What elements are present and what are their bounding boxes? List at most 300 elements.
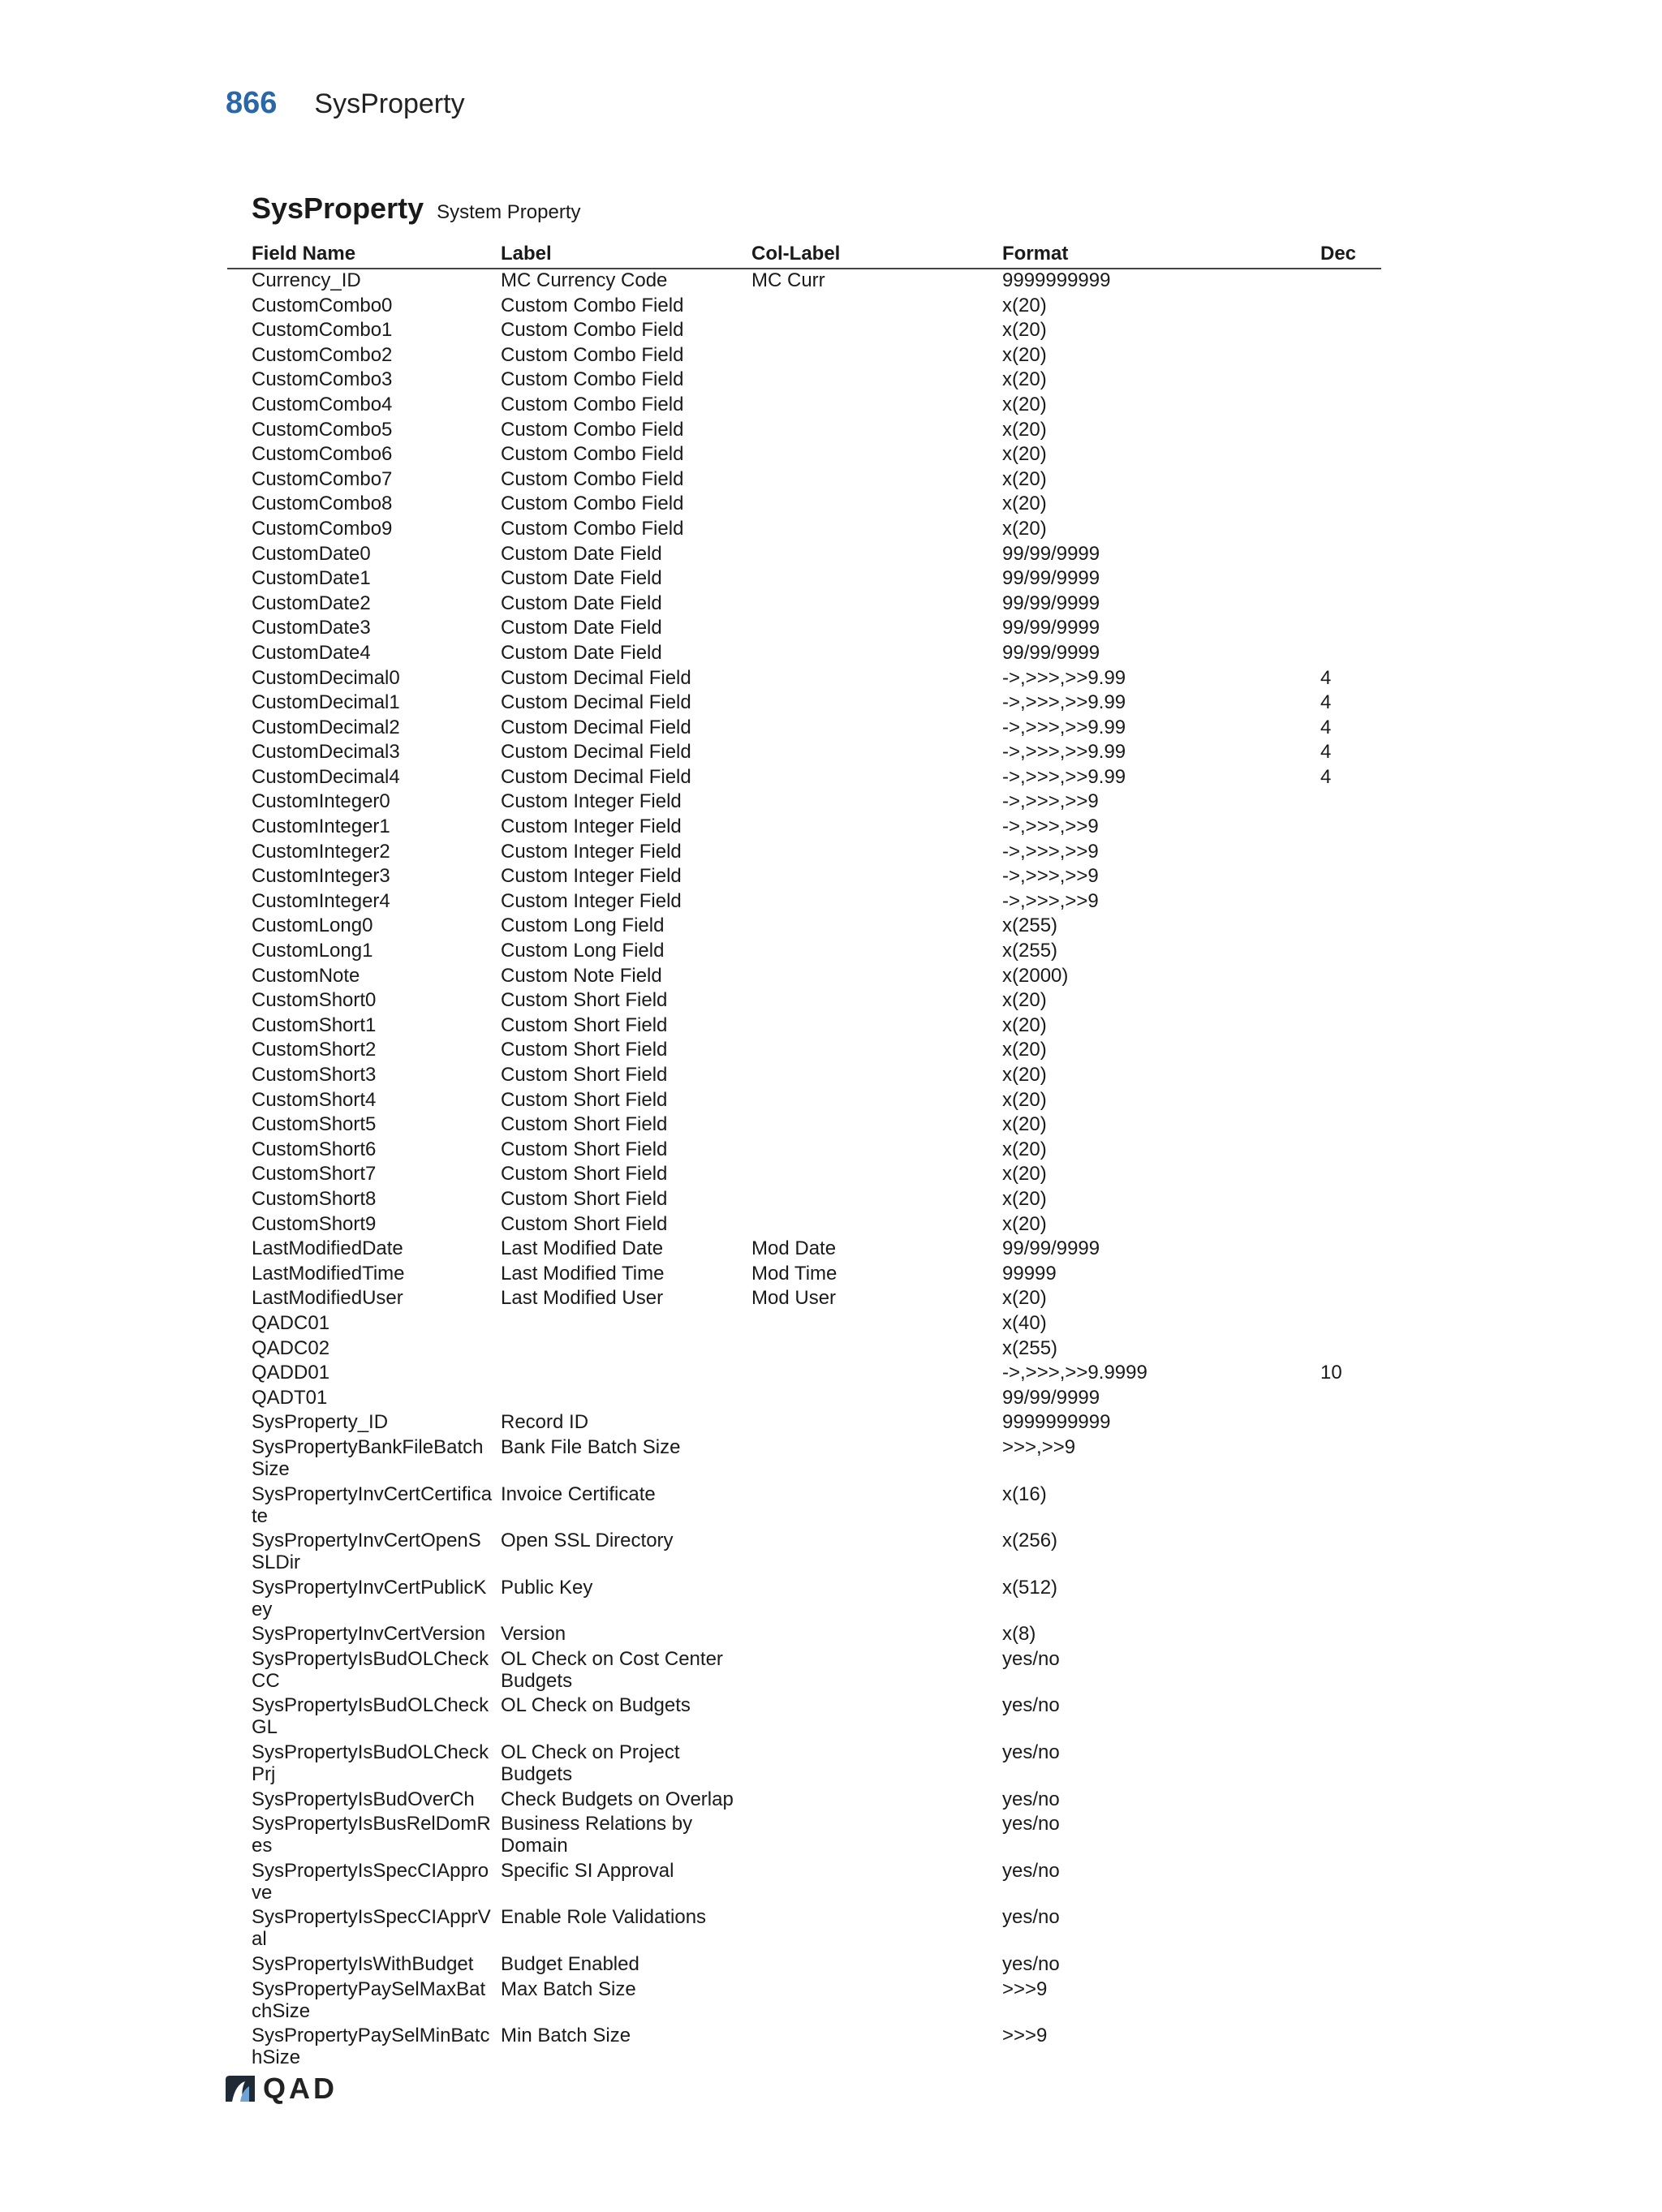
format-cell: 99999 [1002,1262,1057,1285]
field-name-cell: CustomShort4 [252,1088,377,1111]
format-cell: x(20) [1002,517,1047,540]
table-row [227,592,1381,618]
format-cell: x(20) [1002,319,1047,342]
field-name-cell: CustomCombo3 [252,368,393,391]
label-cell: Custom Long Field [501,940,665,962]
table-row [227,717,1381,742]
label-cell: OL Check on Budgets [501,1694,691,1717]
dec-cell [1313,1788,1381,1814]
dec-cell [1313,443,1381,468]
label-cell: Invoice Certificate [501,1483,656,1505]
column-header-label: Label [493,241,744,269]
label-cell: Custom Combo Field [501,368,684,391]
table-row [227,741,1381,766]
table-row [227,518,1381,543]
label-cell: Custom Short Field [501,1163,668,1186]
col-label-cell [744,2025,995,2072]
col-label-cell [744,717,995,742]
col-label-cell [744,940,995,965]
format-cell: x(20) [1002,1138,1047,1160]
dec-cell [1313,269,1381,295]
format-cell: ->,>>>,>>9 [1002,865,1099,888]
label-cell: Custom Date Field [501,592,662,614]
dec-cell [1313,1813,1381,1860]
table-row [227,1813,1381,1860]
col-label-cell [744,1411,995,1436]
dec-cell [1313,940,1381,965]
format-cell: yes/no [1002,1788,1060,1810]
table-body [227,269,1381,2072]
label-cell: Custom Decimal Field [501,716,691,738]
table-row [227,1064,1381,1089]
table-row [227,1312,1381,1337]
table-row [227,1014,1381,1039]
col-label-cell [744,989,995,1014]
field-name-cell: CustomCombo1 [252,319,393,342]
label-cell: Custom Integer Field [501,840,682,863]
dec-cell [1313,2025,1381,2072]
col-label-cell [744,1138,995,1164]
dec-cell [1313,368,1381,394]
dec-cell [1313,1436,1381,1483]
field-name-cell: CustomCombo7 [252,467,393,490]
format-cell: x(20) [1002,343,1047,366]
label-cell: Last Modified Time [501,1262,665,1285]
format-cell: ->,>>>,>>9.9999 [1002,1362,1147,1384]
table-row [227,642,1381,667]
dec-cell [1313,295,1381,320]
field-name-cell: SysPropertyInvCertVersion [252,1623,486,1646]
label-cell: Custom Short Field [501,1187,668,1210]
field-name-cell: CustomCombo8 [252,493,393,515]
label-cell: Custom Long Field [501,914,665,937]
dec-cell: 4 [1320,765,1332,788]
field-name-cell: QADC01 [252,1311,330,1334]
field-name-cell: CustomCombo5 [252,418,393,441]
dec-cell [1313,1113,1381,1138]
dec-cell [1313,1089,1381,1114]
format-cell: 99/99/9999 [1002,641,1100,664]
field-name-cell: SysPropertyInvCertOpenSSLDir [252,1530,481,1574]
field-name-cell: SysPropertyIsBudOLCheckPrj [252,1741,489,1786]
field-name-cell: CustomInteger3 [252,865,390,888]
format-cell: yes/no [1002,1647,1060,1670]
format-cell: x(20) [1002,1113,1047,1136]
field-name-cell: SysPropertyIsBudOLCheckGL [252,1694,489,1739]
label-cell: Custom Decimal Field [501,765,691,788]
table-row [227,989,1381,1014]
label-cell: Business Relations by Domain [501,1813,693,1857]
format-cell: ->,>>>,>>9 [1002,816,1099,838]
format-cell: x(20) [1002,443,1047,466]
col-label-cell [744,1813,995,1860]
format-cell: x(20) [1002,1088,1047,1111]
col-label-cell [744,667,995,692]
dec-cell [1313,1694,1381,1741]
field-name-cell: CustomNote [252,964,360,987]
dec-cell: 4 [1320,716,1332,738]
table-row [227,1138,1381,1164]
format-cell: ->,>>>,>>9 [1002,889,1099,912]
col-label-cell [744,1014,995,1039]
col-label-cell [744,1741,995,1788]
label-cell: Custom Integer Field [501,816,682,838]
table-row [227,1978,1381,2025]
table-row [227,940,1381,965]
field-name-cell: CustomDecimal0 [252,666,400,689]
field-name-cell: CustomDate4 [252,641,371,664]
format-cell: x(20) [1002,418,1047,441]
field-name-cell: LastModifiedTime [252,1262,405,1285]
table-row [227,1906,1381,1953]
table-row [227,1387,1381,1412]
table-row [227,1530,1381,1577]
field-name-cell: SysPropertyPaySelMaxBatchSize [252,1977,486,2022]
table-row [227,543,1381,568]
dec-cell [1313,989,1381,1014]
dec-cell [1313,1213,1381,1238]
col-label-cell [744,741,995,766]
dec-cell [1313,1387,1381,1412]
table-row [227,914,1381,940]
field-name-cell: CustomInteger0 [252,790,390,813]
format-cell: 99/99/9999 [1002,1386,1100,1409]
dec-cell [1313,1953,1381,1978]
dec-cell [1313,1623,1381,1648]
label-cell: Bank File Batch Size [501,1435,681,1458]
col-label-cell [744,419,995,444]
col-label-cell [744,1213,995,1238]
table-row [227,841,1381,866]
table-row [227,1860,1381,1907]
col-label-cell [744,1978,995,2025]
col-label-cell: MC Curr [751,269,825,291]
table-description: System Property [437,201,581,223]
table-row [227,1213,1381,1238]
field-name-cell: QADC02 [252,1336,330,1359]
table-row [227,1577,1381,1624]
col-label-cell [744,1530,995,1577]
label-cell: Custom Date Field [501,617,662,639]
label-cell [493,1312,744,1337]
col-label-cell: Mod Time [751,1262,837,1285]
field-name-cell: CustomShort3 [252,1064,377,1086]
col-label-cell [744,1860,995,1907]
format-cell: >>>9 [1002,2025,1048,2047]
field-name-cell: QADT01 [252,1386,328,1409]
field-name-cell: CustomDate1 [252,567,371,590]
dec-cell [1313,841,1381,866]
col-label-cell [744,1113,995,1138]
table-row [227,567,1381,592]
dec-cell [1313,790,1381,816]
dec-cell [1313,1978,1381,2025]
dec-cell: 4 [1320,666,1332,689]
format-cell: x(20) [1002,1212,1047,1235]
table-row [227,1163,1381,1188]
field-table [227,241,1381,2072]
field-name-cell: SysPropertyIsSpecCIApprVal [252,1906,491,1951]
field-name-cell: CustomDecimal1 [252,691,400,714]
field-name-cell: CustomShort6 [252,1138,377,1160]
dec-cell [1313,1648,1381,1695]
label-cell: Open SSL Directory [501,1530,674,1552]
dec-cell [1313,642,1381,667]
label-cell: Custom Combo Field [501,319,684,342]
label-cell: Custom Short Field [501,1212,668,1235]
table-row [227,890,1381,915]
field-name-cell: CustomInteger2 [252,840,390,863]
label-cell: Custom Decimal Field [501,691,691,714]
label-cell: Custom Combo Field [501,343,684,366]
label-cell: Check Budgets on Overlap [501,1788,734,1810]
field-name-cell: CustomCombo4 [252,393,393,415]
field-name-cell: Currency_ID [252,269,361,291]
field-name-cell: CustomShort8 [252,1187,377,1210]
field-name-cell: CustomShort1 [252,1013,377,1036]
format-cell: x(20) [1002,1287,1047,1310]
col-label-cell [744,493,995,518]
label-cell: Max Batch Size [501,1977,636,2000]
field-name-cell: CustomCombo2 [252,343,393,366]
col-label-cell [744,617,995,642]
label-cell: Enable Role Validations [501,1906,707,1929]
dec-cell [1313,1014,1381,1039]
field-name-cell: CustomInteger4 [252,889,390,912]
col-label-cell [744,1312,995,1337]
col-label-cell [744,592,995,618]
col-label-cell [744,319,995,344]
dec-cell [1313,816,1381,841]
format-cell: 99/99/9999 [1002,542,1100,565]
label-cell: Custom Short Field [501,989,668,1012]
label-cell: Custom Short Field [501,1138,668,1160]
format-cell: ->,>>>,>>9.99 [1002,691,1126,714]
format-cell: yes/no [1002,1813,1060,1835]
field-name-cell: SysProperty_ID [252,1411,389,1434]
label-cell: Custom Integer Field [501,889,682,912]
field-name-cell: CustomLong0 [252,914,373,937]
table-row [227,667,1381,692]
field-name-cell: LastModifiedDate [252,1237,403,1260]
format-cell: x(16) [1002,1483,1047,1505]
field-name-cell: CustomDate3 [252,617,371,639]
field-name-cell: CustomShort2 [252,1039,377,1061]
col-label-cell [744,443,995,468]
dec-cell [1313,1312,1381,1337]
col-label-cell [744,344,995,369]
dec-cell [1313,1337,1381,1362]
table-row [227,965,1381,990]
dec-cell [1313,865,1381,890]
qad-logo-icon [224,2075,256,2102]
table-row [227,1623,1381,1648]
dec-cell [1313,1287,1381,1312]
col-label-cell [744,1188,995,1213]
label-cell: Last Modified User [501,1287,664,1310]
table-row [227,1953,1381,1978]
dec-cell [1313,592,1381,618]
table-row [227,1788,1381,1814]
label-cell: Custom Integer Field [501,865,682,888]
table-row [227,816,1381,841]
table-row [227,1694,1381,1741]
col-label-cell [744,1694,995,1741]
col-label-cell [744,543,995,568]
dec-cell: 4 [1320,741,1332,764]
format-cell: x(20) [1002,393,1047,415]
format-cell: x(40) [1002,1311,1047,1334]
label-cell: Custom Combo Field [501,517,684,540]
table-row [227,344,1381,369]
dec-cell [1313,965,1381,990]
table-row [227,1113,1381,1138]
format-cell: x(8) [1002,1623,1036,1646]
col-label-cell [744,295,995,320]
field-name-cell: CustomDate2 [252,592,371,614]
dec-cell [1313,1483,1381,1530]
table-row [227,790,1381,816]
col-label-cell [744,1387,995,1412]
format-cell: x(2000) [1002,964,1069,987]
dec-cell: 10 [1320,1362,1342,1384]
col-label-cell [744,1039,995,1064]
format-cell: >>>,>>9 [1002,1435,1076,1458]
dec-cell [1313,1411,1381,1436]
table-row [227,1436,1381,1483]
table-row [227,1741,1381,1788]
table-row [227,1287,1381,1312]
table-row [227,2025,1381,2072]
label-cell: Version [501,1623,566,1646]
field-name-cell: CustomInteger1 [252,816,390,838]
dec-cell [1313,890,1381,915]
field-name-cell: SysPropertyPaySelMinBatchSize [252,2025,490,2069]
field-name-cell: CustomCombo9 [252,517,393,540]
column-header-format: Format [995,241,1313,269]
format-cell: x(20) [1002,493,1047,515]
col-label-cell [744,1362,995,1387]
field-name-cell: SysPropertyIsBudOverCh [252,1788,475,1810]
dec-cell [1313,1237,1381,1263]
label-cell: Min Batch Size [501,2025,631,2047]
format-cell: >>>9 [1002,1977,1048,2000]
qad-logo [224,2072,338,2106]
table-row [227,1483,1381,1530]
table-row [227,419,1381,444]
page-header [226,86,465,121]
format-cell: x(255) [1002,940,1058,962]
col-label-cell [744,1163,995,1188]
col-label-cell [744,642,995,667]
col-label-cell [744,965,995,990]
col-label-cell [744,1577,995,1624]
label-cell: MC Currency Code [501,269,668,291]
format-cell: x(20) [1002,1039,1047,1061]
table-row [227,1039,1381,1064]
field-name-cell: SysPropertyInvCertCertificate [252,1483,493,1527]
format-cell: ->,>>>,>>9 [1002,790,1099,813]
table-row [227,295,1381,320]
label-cell: Custom Short Field [501,1088,668,1111]
field-name-cell: SysPropertyIsBusRelDomRes [252,1813,491,1857]
table-row [227,865,1381,890]
col-label-cell [744,841,995,866]
col-label-cell [744,1337,995,1362]
label-cell: Custom Combo Field [501,393,684,415]
col-label-cell [744,1906,995,1953]
table-row [227,1362,1381,1387]
column-header-col-label: Col-Label [744,241,995,269]
table-row [227,269,1381,295]
label-cell: Custom Note Field [501,964,662,987]
table-row [227,443,1381,468]
dec-cell [1313,914,1381,940]
col-label-cell [744,1089,995,1114]
col-label-cell [744,1953,995,1978]
dec-cell [1313,1188,1381,1213]
format-cell: ->,>>>,>>9.99 [1002,666,1126,689]
table-row [227,617,1381,642]
format-cell: 99/99/9999 [1002,617,1100,639]
format-cell: yes/no [1002,1694,1060,1717]
col-label-cell [744,816,995,841]
table-row [227,1188,1381,1213]
dec-cell [1313,567,1381,592]
field-name-cell: LastModifiedUser [252,1287,403,1310]
format-cell: 99/99/9999 [1002,567,1100,590]
format-cell: ->,>>>,>>9 [1002,840,1099,863]
field-name-cell: CustomShort0 [252,989,377,1012]
label-cell [493,1337,744,1362]
label-cell: Public Key [501,1576,593,1599]
field-name-cell: SysPropertyIsBudOLCheckCC [252,1647,489,1692]
col-label-cell [744,567,995,592]
label-cell: Custom Combo Field [501,467,684,490]
label-cell: Custom Short Field [501,1064,668,1086]
format-cell: 99/99/9999 [1002,592,1100,614]
col-label-cell [744,890,995,915]
dec-cell [1313,1741,1381,1788]
col-label-cell [744,1648,995,1695]
field-name-cell: CustomShort9 [252,1212,377,1235]
page-number: 866 [226,86,278,120]
col-label-cell [744,394,995,419]
label-cell: Custom Combo Field [501,294,684,316]
format-cell: x(255) [1002,914,1058,937]
format-cell: ->,>>>,>>9.99 [1002,716,1126,738]
dec-cell [1313,1163,1381,1188]
col-label-cell [744,1623,995,1648]
table-name: SysProperty [252,192,424,225]
table-row [227,468,1381,493]
format-cell: x(256) [1002,1530,1058,1552]
table-row [227,1411,1381,1436]
label-cell: Custom Integer Field [501,790,682,813]
dec-cell [1313,419,1381,444]
field-name-cell: SysPropertyInvCertPublicKey [252,1576,487,1620]
dec-cell [1313,468,1381,493]
label-cell: Custom Short Field [501,1039,668,1061]
field-name-cell: CustomShort5 [252,1113,377,1136]
label-cell: Custom Short Field [501,1013,668,1036]
format-cell: x(20) [1002,1064,1047,1086]
dec-cell [1313,1263,1381,1288]
format-cell: yes/no [1002,1859,1060,1882]
field-name-cell: SysPropertyBankFileBatchSize [252,1435,484,1480]
table-row [227,691,1381,717]
dec-cell [1313,1860,1381,1907]
